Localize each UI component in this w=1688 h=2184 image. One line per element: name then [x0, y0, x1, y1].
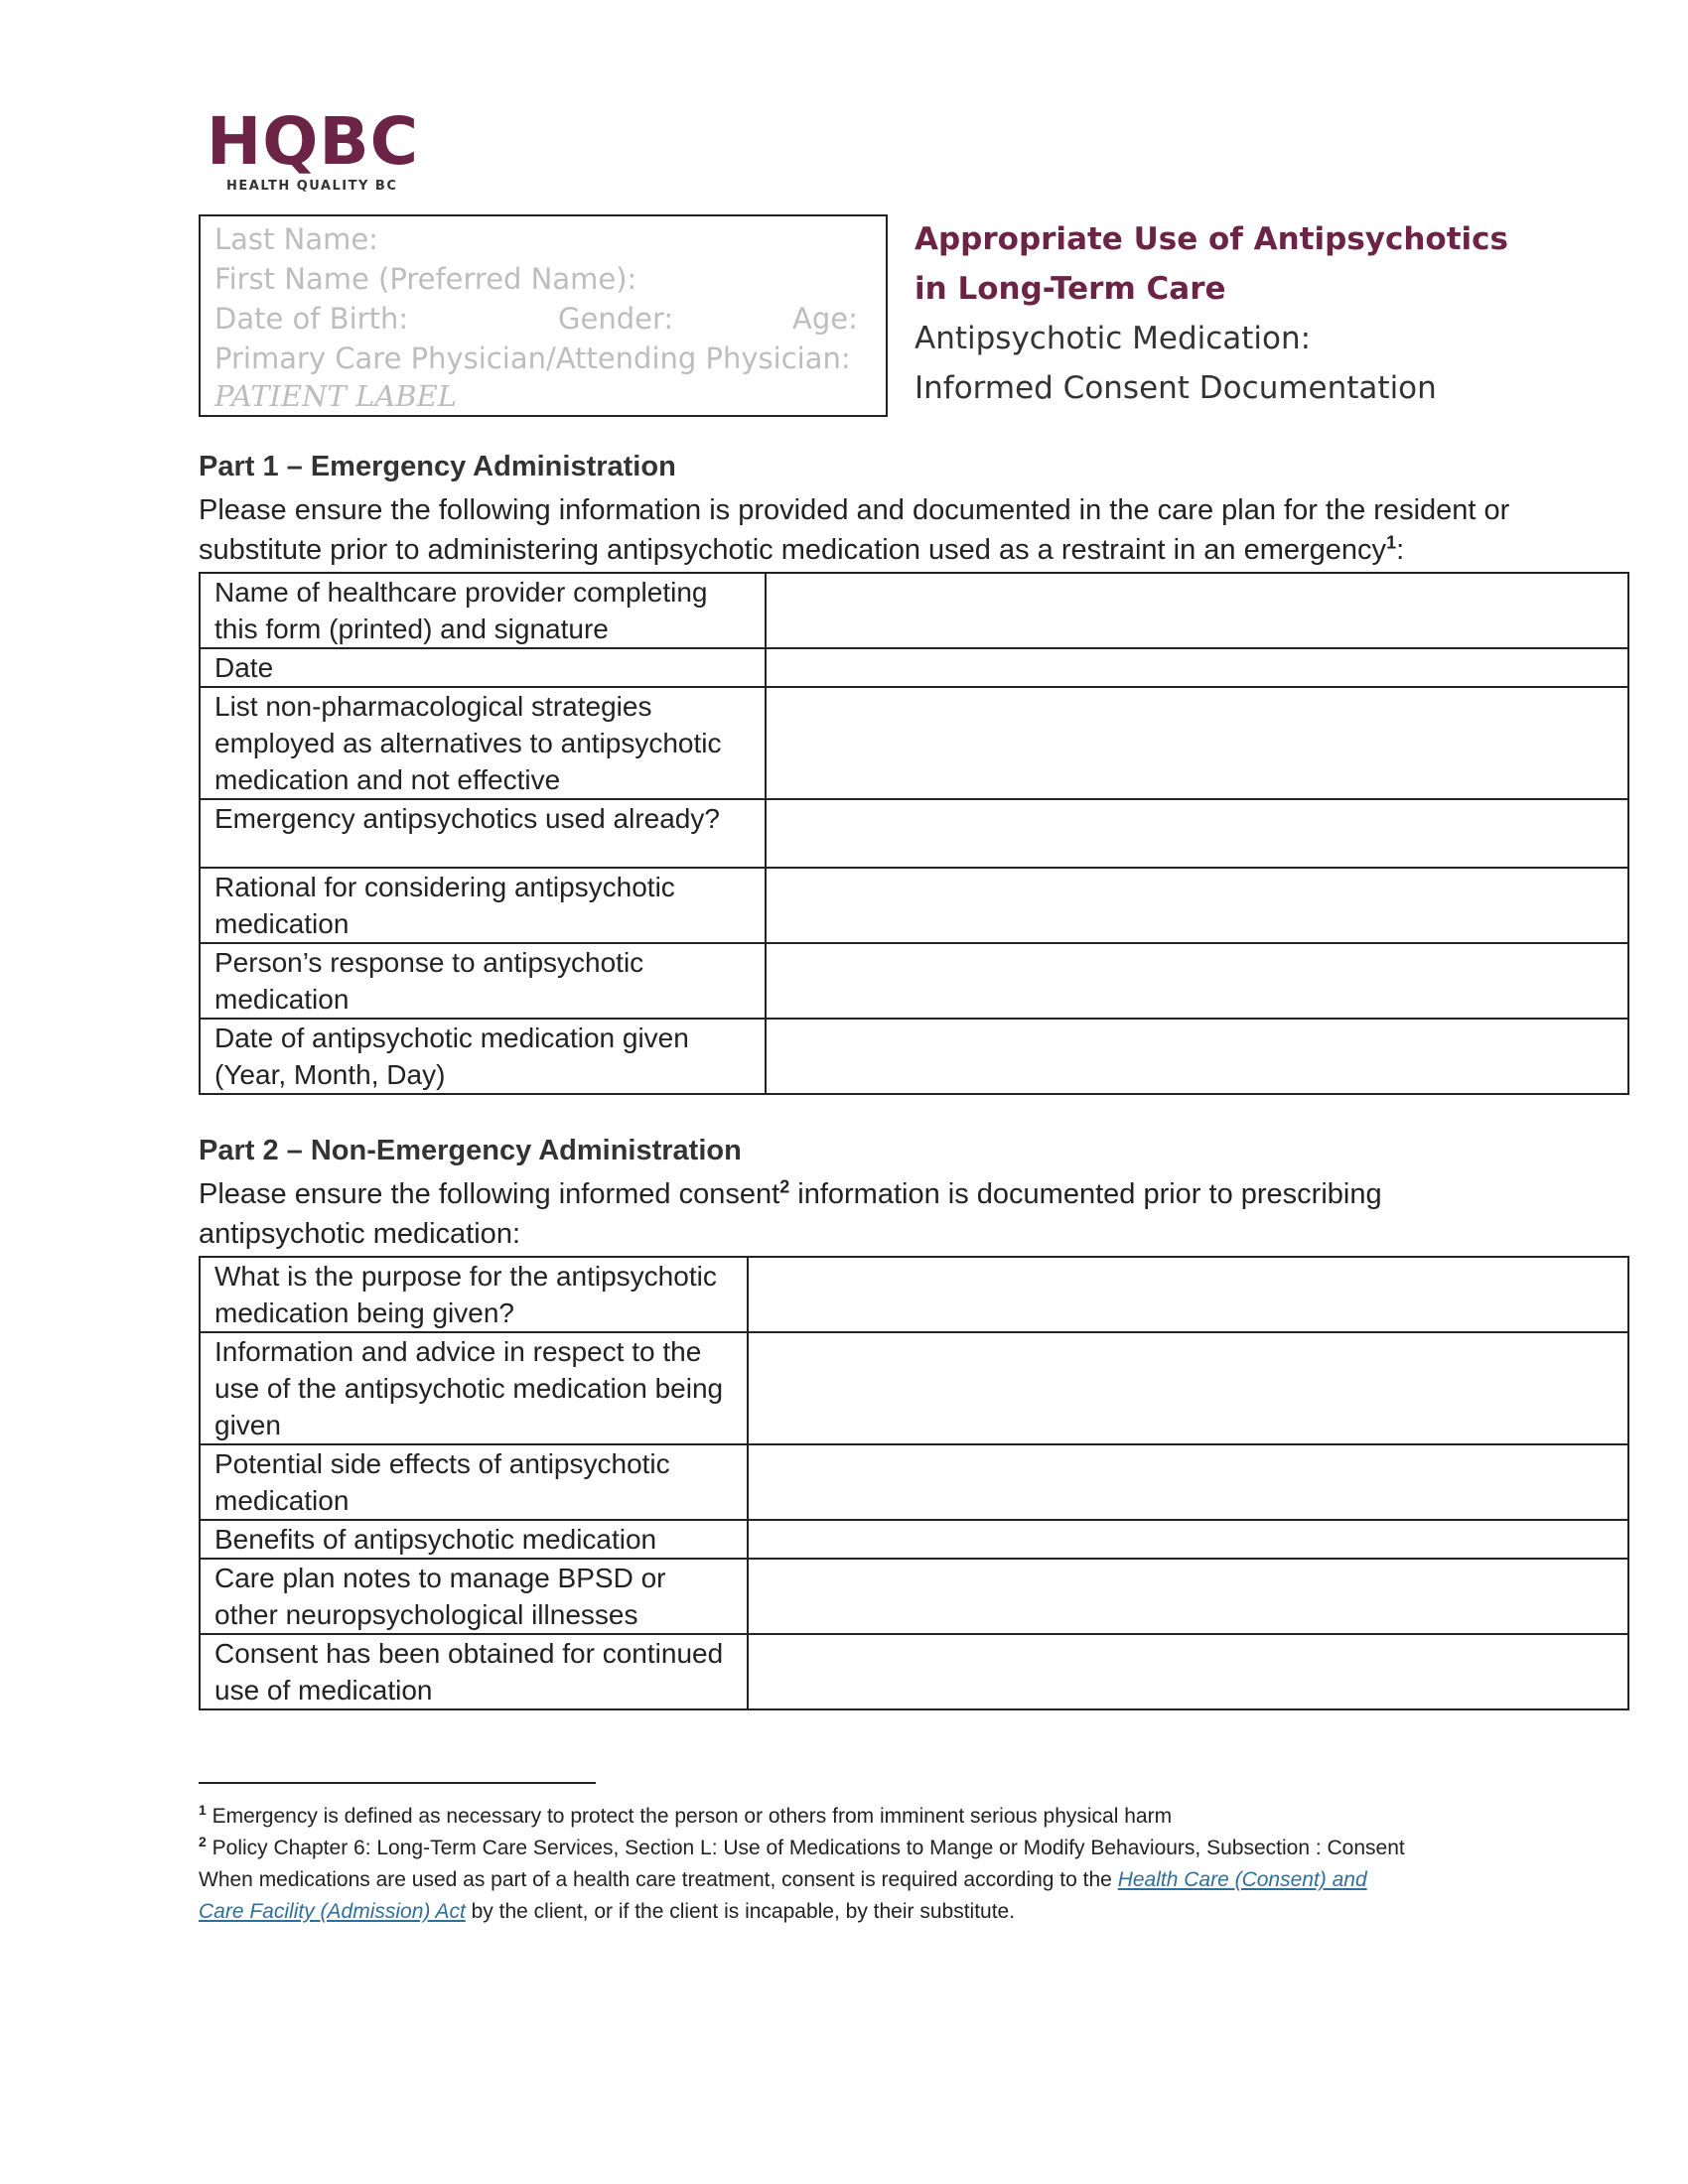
purpose-field[interactable]	[748, 1257, 1628, 1332]
subtitle-line-2: Informed Consent Documentation	[914, 370, 1437, 406]
table-row-label: Date of antipsychotic medication given (Year, Month, Day)	[200, 1019, 766, 1094]
part1-intro-line-1: Please ensure the following information is provided and documented in the care plan for the resident or	[199, 494, 1510, 526]
first-name-label: First Name (Preferred Name):	[214, 262, 637, 296]
emergency-administration-table	[199, 572, 1629, 1095]
health-care-consent-act-link-cont[interactable]: Care Facility (Admission) Act	[199, 1900, 466, 1923]
table-row-label: Name of healthcare provider completing this form (printed) and signature	[200, 573, 766, 648]
dob-label: Date of Birth:	[214, 302, 409, 336]
table-row-label: What is the purpose for the antipsychotic medication being given?	[200, 1257, 748, 1332]
table-row-label: Benefits of antipsychotic medication	[200, 1520, 748, 1559]
health-care-consent-act-link[interactable]: Health Care (Consent) and	[1117, 1868, 1367, 1891]
table-row-label: List non-pharmacological strategies employed as alternatives to antipsychotic medication and not effective	[200, 687, 766, 799]
table-row-label: Care plan notes to manage BPSD or other neuropsychological illnesses	[200, 1559, 748, 1634]
physician-label: Primary Care Physician/Attending Physician:	[214, 341, 851, 375]
patient-label-placeholder: PATIENT LABEL	[214, 379, 458, 413]
table-row-label: Date	[200, 648, 766, 687]
non-pharmacological-strategies-field[interactable]	[766, 687, 1628, 799]
document-title-block	[914, 214, 1649, 413]
date-given-field[interactable]	[766, 1019, 1628, 1094]
table-row-label: Person’s response to antipsychotic medication	[200, 943, 766, 1019]
date-field[interactable]	[766, 648, 1628, 687]
side-effects-field[interactable]	[748, 1444, 1628, 1520]
part2-heading: Part 2 – Non-Emergency Administration	[199, 1135, 742, 1166]
provider-name-signature-field[interactable]	[766, 573, 1628, 648]
footnote-2-continued: When medications are used as part of a health care treatment, consent is required according to the Health Care (Consent) and	[199, 1868, 1367, 1891]
part1-heading: Part 1 – Emergency Administration	[199, 451, 676, 482]
emergency-antipsychotics-used-field[interactable]	[766, 799, 1628, 868]
table-row-label: Consent has been obtained for continued use of medication	[200, 1634, 748, 1709]
age-label: Age:	[792, 302, 858, 336]
gender-label: Gender:	[558, 302, 674, 336]
table-row-label: Emergency antipsychotics used already?	[200, 799, 766, 868]
consent-obtained-field[interactable]	[748, 1634, 1628, 1709]
table-row-label: Information and advice in respect to the use of the antipsychotic medication being given	[200, 1332, 748, 1444]
footnote-divider	[199, 1782, 596, 1784]
logo-subtitle: HEALTH QUALITY BC	[226, 179, 398, 194]
footnote-2: $^2$ Policy Chapter 6: Long-Term Care Services, Section L: Use of Medications to Mange or Modify Behaviours, Subsection : Consent	[199, 1834, 1405, 1859]
part2-intro-line-1: Please ensure the following informed consent$^2$ information is documented prior to prescribing	[199, 1176, 1382, 1210]
table-row-label: Potential side effects of antipsychotic medication	[200, 1444, 748, 1520]
table-row-label: Rational for considering antipsychotic medication	[200, 868, 766, 943]
title-line-2: in Long-Term Care	[914, 271, 1226, 307]
subtitle-line-1: Antipsychotic Medication:	[914, 321, 1312, 356]
non-emergency-administration-table	[199, 1256, 1629, 1710]
response-field[interactable]	[766, 943, 1628, 1019]
rationale-field[interactable]	[766, 868, 1628, 943]
benefits-field[interactable]	[748, 1520, 1628, 1559]
patient-label-box[interactable]	[199, 214, 888, 417]
hqbc-logo	[207, 103, 425, 199]
footnote-1: $^1$ Emergency is defined as necessary to protect the person or others from imminent serious physical harm	[199, 1802, 1173, 1828]
footnote-ref-1: 1	[1386, 532, 1397, 553]
care-plan-notes-field[interactable]	[748, 1559, 1628, 1634]
last-name-label: Last Name:	[214, 222, 378, 256]
footnote-2-continued-2: Care Facility (Admission) Act by the client, or if the client is incapable, by their substitute.	[199, 1900, 1016, 1923]
logo-wordmark: HQBC	[207, 103, 420, 180]
footnote-ref-2: 2	[779, 1176, 790, 1197]
part2-intro-line-2: antipsychotic medication:	[199, 1218, 520, 1250]
information-advice-field[interactable]	[748, 1332, 1628, 1444]
title-line-1: Appropriate Use of Antipsychotics	[914, 221, 1509, 257]
part1-intro-line-2: substitute prior to administering antipsychotic medication used as a restraint in an emergency$^1$:	[199, 532, 1405, 566]
